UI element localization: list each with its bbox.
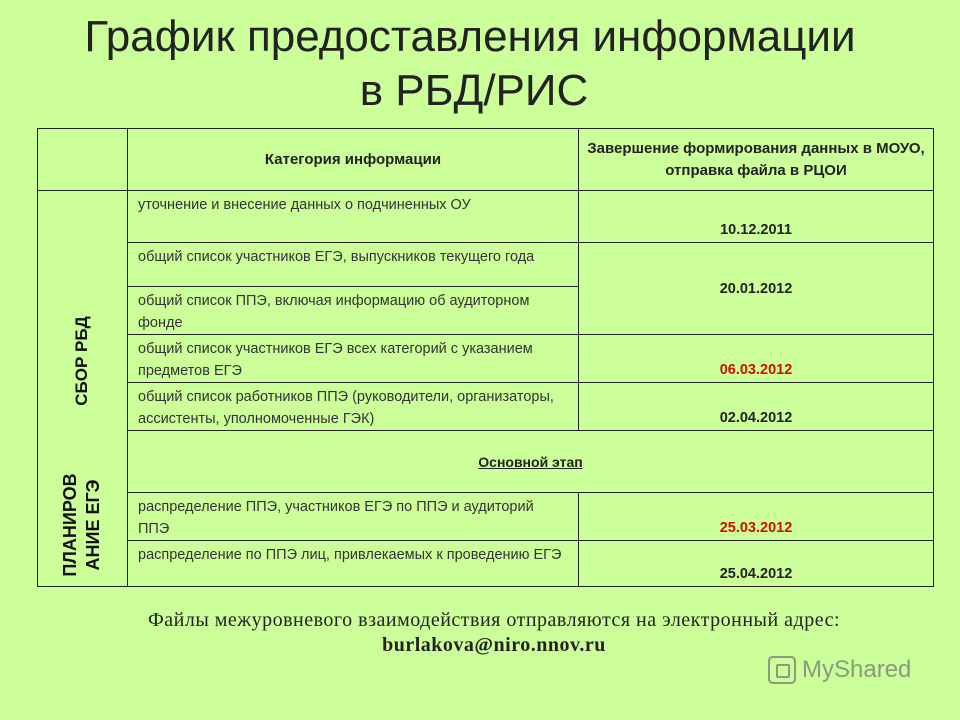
header-empty-cell xyxy=(38,129,128,191)
row-date: 10.12.2011 xyxy=(579,191,934,243)
stage-row xyxy=(38,431,934,493)
mysharedlogo-icon xyxy=(768,656,796,684)
side-label-rbd: СБОР РБД xyxy=(72,316,91,406)
side-label-plan-line1: ПЛАНИРОВ xyxy=(60,473,80,577)
row-text: уточнение и внесение данных о подчиненных ОУ xyxy=(128,191,579,243)
header-deadline: Завершение формирования данных в МОУО, отправка файла в РЦОИ xyxy=(579,129,934,191)
side-label-planning xyxy=(59,459,105,591)
stage-label: Основной этап xyxy=(128,431,934,493)
row-text: общий список участников ЕГЭ, выпускников текущего года xyxy=(128,243,579,287)
row-date: 25.04.2012 xyxy=(579,541,934,587)
page-title: График предоставления информации xyxy=(84,12,856,61)
row-date-highlight: 06.03.2012 xyxy=(579,335,934,383)
footer-email[interactable]: burlakova@niro.nnov.ru xyxy=(382,634,606,656)
footer-note: Файлы межуровневого взаимодействия отправляются на электронный адрес: xyxy=(147,609,841,631)
header-category: Категория информации xyxy=(128,129,579,191)
table-row xyxy=(38,191,934,243)
watermark xyxy=(768,656,911,684)
row-date: 20.01.2012 xyxy=(579,243,934,335)
row-text: распределение ППЭ, участников ЕГЭ по ППЭ и аудиторий ППЭ xyxy=(128,493,579,541)
table-header-row xyxy=(38,129,934,191)
side-label-cell xyxy=(38,191,128,587)
page-subtitle: в РБД/РИС xyxy=(359,66,589,115)
row-text: общий список работников ППЭ (руководители, организаторы, ассистенты, уполномоченные ГЭК) xyxy=(128,383,579,431)
row-text: общий список участников ЕГЭ всех категорий с указанием предметов ЕГЭ xyxy=(128,335,579,383)
table-row xyxy=(38,335,934,383)
table-row xyxy=(38,493,934,541)
table-row xyxy=(38,541,934,587)
side-label-plan-line2: АНИЕ ЕГЭ xyxy=(83,479,103,571)
row-date-highlight: 25.03.2012 xyxy=(579,493,934,541)
row-text: общий список ППЭ, включая информацию об аудиторном фонде xyxy=(128,287,579,335)
schedule-table xyxy=(37,128,934,587)
row-date: 02.04.2012 xyxy=(579,383,934,431)
table-row xyxy=(38,383,934,431)
row-text: распределение по ППЭ лиц, привлекаемых к проведению ЕГЭ xyxy=(128,541,579,587)
watermark-text: MyShared xyxy=(802,656,912,683)
table-row xyxy=(38,243,934,287)
